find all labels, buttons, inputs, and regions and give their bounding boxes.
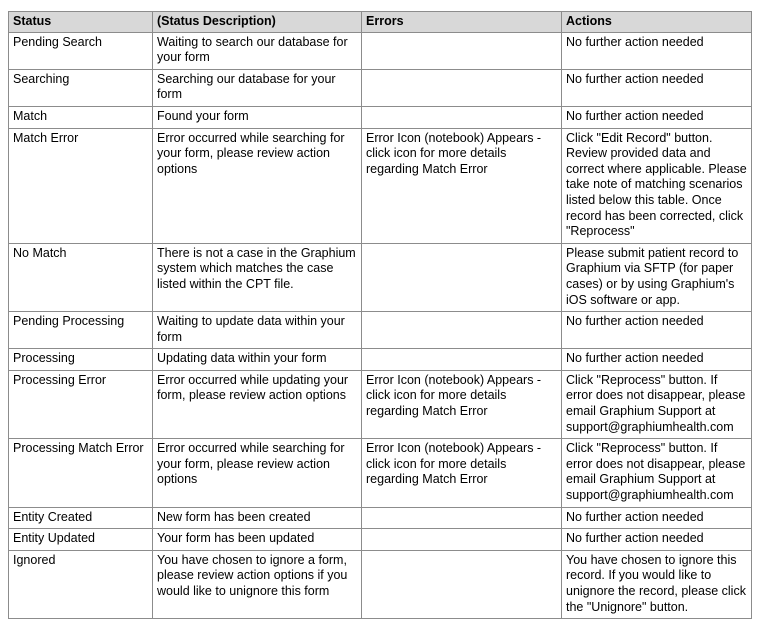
description-cell: Error occurred while searching for your form, please review action options [153,439,362,507]
status-cell: Match Error [9,128,153,243]
errors-cell [362,507,562,529]
description-cell: Waiting to update data within your form [153,312,362,349]
table-row [9,32,752,69]
errors-cell: Error Icon (notebook) Appears - click icon for more details regarding Match Error [362,439,562,507]
status-cell: Processing Error [9,370,153,438]
description-cell: Searching our database for your form [153,69,362,106]
header-row [9,12,752,33]
table-row [9,312,752,349]
status-cell: Pending Search [9,32,153,69]
errors-cell [362,32,562,69]
header-actions: Actions [562,12,752,33]
header-status-description: (Status Description) [153,12,362,33]
errors-cell [362,243,562,311]
status-cell: Searching [9,69,153,106]
status-cell: Entity Created [9,507,153,529]
table-row [9,243,752,311]
table-row [9,529,752,551]
header-errors: Errors [362,12,562,33]
errors-cell [362,106,562,128]
description-cell: New form has been created [153,507,362,529]
actions-cell: No further action needed [562,529,752,551]
actions-cell: No further action needed [562,69,752,106]
table-header [9,12,752,33]
table-row [9,69,752,106]
errors-cell [362,550,562,618]
status-cell: Processing [9,349,153,371]
status-cell: Pending Processing [9,312,153,349]
header-status: Status [9,12,153,33]
actions-cell: Please submit patient record to Graphium via SFTP (for paper cases) or by using Graphium's iOS software or app. [562,243,752,311]
description-cell: Error occurred while updating your form, please review action options [153,370,362,438]
table-row [9,106,752,128]
actions-cell: No further action needed [562,507,752,529]
actions-cell: Click "Reprocess" button. If error does not disappear, please email Graphium Support at support@graphiumhealth.com [562,370,752,438]
description-cell: Your form has been updated [153,529,362,551]
table-row [9,550,752,618]
errors-cell [362,312,562,349]
table-row [9,349,752,371]
table-row [9,128,752,243]
description-cell: Error occurred while searching for your form, please review action options [153,128,362,243]
table-row [9,370,752,438]
table-row [9,439,752,507]
actions-cell: No further action needed [562,32,752,69]
actions-cell: Click "Edit Record" button. Review provided data and correct where applicable. Please take note of matching scenarios listed below this table. Once record has been corrected, click "Reprocess" [562,128,752,243]
actions-cell: Click "Reprocess" button. If error does not disappear, please email Graphium Support at support@graphiumhealth.com [562,439,752,507]
actions-cell: No further action needed [562,349,752,371]
status-cell: Match [9,106,153,128]
status-table [8,11,752,619]
description-cell: You have chosen to ignore a form, please review action options if you would like to unignore this form [153,550,362,618]
description-cell: Waiting to search our database for your form [153,32,362,69]
errors-cell: Error Icon (notebook) Appears - click icon for more details regarding Match Error [362,370,562,438]
status-table-container [8,11,752,619]
errors-cell [362,69,562,106]
actions-cell: No further action needed [562,106,752,128]
status-cell: Ignored [9,550,153,618]
errors-cell [362,349,562,371]
status-cell: No Match [9,243,153,311]
table-row [9,507,752,529]
errors-cell: Error Icon (notebook) Appears - click icon for more details regarding Match Error [362,128,562,243]
description-cell: There is not a case in the Graphium system which matches the case listed within the CPT file. [153,243,362,311]
status-cell: Entity Updated [9,529,153,551]
actions-cell: You have chosen to ignore this record. If you would like to unignore the record, please click the "Unignore" button. [562,550,752,618]
description-cell: Found your form [153,106,362,128]
description-cell: Updating data within your form [153,349,362,371]
errors-cell [362,529,562,551]
status-cell: Processing Match Error [9,439,153,507]
actions-cell: No further action needed [562,312,752,349]
table-body [9,32,752,619]
